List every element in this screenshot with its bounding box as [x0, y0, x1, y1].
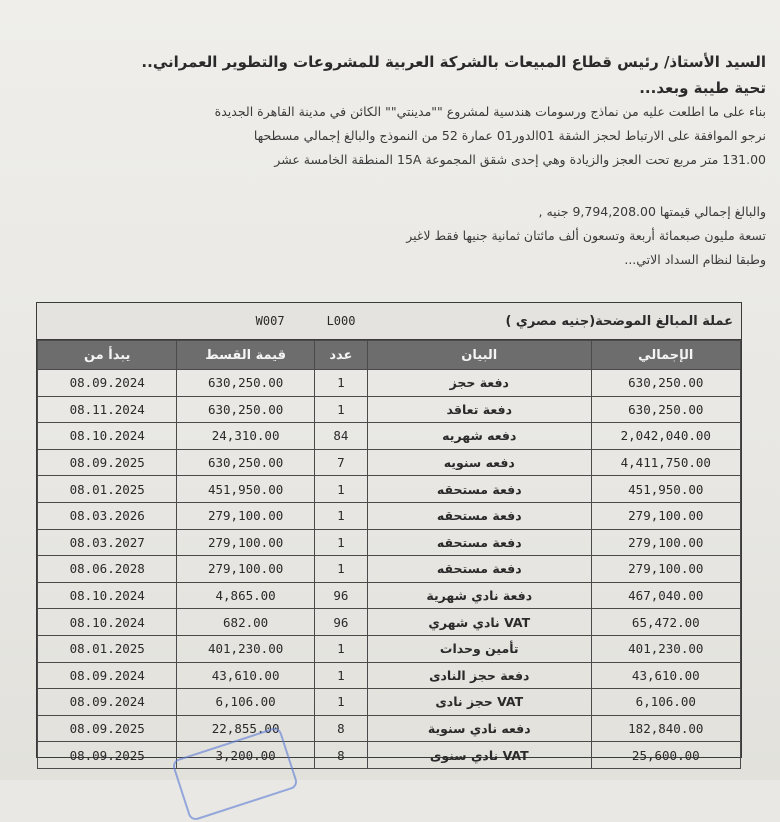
row-count: 1 [314, 502, 367, 529]
table-row [38, 609, 741, 636]
row-description: دفعه شهريه [367, 423, 591, 450]
row-description: VAT نادي شهري [367, 609, 591, 636]
row-start-date: 08.11.2024 [38, 396, 177, 423]
header-installment: قيمة القسط [177, 341, 314, 370]
row-total: 279,100.00 [591, 502, 740, 529]
row-start-date: 08.03.2026 [38, 502, 177, 529]
project-line: بناء على ما اطلعت عليه من نماذج ورسومات هندسية لمشروع ""مدينتي"" الكائن في مدينة القاهرة الجديدة [214, 104, 766, 119]
row-total: 467,040.00 [591, 582, 740, 609]
table-row [38, 502, 741, 529]
row-installment: 279,100.00 [177, 502, 314, 529]
row-description: دفعه سنويه [367, 449, 591, 476]
row-installment: 401,230.00 [177, 635, 314, 662]
row-description: دفعة مستحقه [367, 476, 591, 503]
table-row [38, 370, 741, 397]
schedule-grid [37, 340, 741, 769]
table-row [38, 556, 741, 583]
header-description: البيان [367, 341, 591, 370]
header-start: يبدأ من [38, 341, 177, 370]
row-total: 630,250.00 [591, 370, 740, 397]
row-description: دفعة نادي شهرية [367, 582, 591, 609]
table-row [38, 742, 741, 769]
row-installment: 630,250.00 [177, 396, 314, 423]
row-count: 8 [314, 715, 367, 742]
row-description: دفعة مستحقه [367, 502, 591, 529]
table-row [38, 396, 741, 423]
payment-intro: وطبقا لنظام السداد الاتي... [624, 252, 766, 267]
header-total: الإجمالي [591, 341, 740, 370]
row-count: 1 [314, 529, 367, 556]
row-start-date: 08.09.2025 [38, 449, 177, 476]
row-installment: 279,100.00 [177, 529, 314, 556]
amount-block [266, 200, 766, 272]
row-start-date: 08.10.2024 [38, 609, 177, 636]
letter-body [100, 50, 766, 172]
row-installment: 630,250.00 [177, 449, 314, 476]
row-description: VAT حجز نادى [367, 689, 591, 716]
area-line: 131.00 متر مربع تحت العجز والزيادة وهي إحدى شقق المجموعة 15A المنطقة الخامسة عشر [274, 152, 766, 167]
row-total: 25,600.00 [591, 742, 740, 769]
row-installment: 3,200.00 [177, 742, 314, 769]
row-installment: 279,100.00 [177, 556, 314, 583]
row-description: دفعه نادي سنوية [367, 715, 591, 742]
table-row [38, 582, 741, 609]
row-description: دفعة مستحقه [367, 529, 591, 556]
unit-codes [256, 314, 356, 328]
row-start-date: 08.01.2025 [38, 635, 177, 662]
row-description: دفعة مستحقه [367, 556, 591, 583]
row-installment: 24,310.00 [177, 423, 314, 450]
table-row [38, 423, 741, 450]
row-count: 1 [314, 476, 367, 503]
row-description: دفعة حجز النادى [367, 662, 591, 689]
row-count: 1 [314, 635, 367, 662]
unit-line: نرجو الموافقة على الارتباط لحجز الشقة 01الدور01 عمارة 52 من النموذج والبالغ إجمالي مسطحها [253, 128, 766, 143]
row-total: 401,230.00 [591, 635, 740, 662]
row-count: 96 [314, 609, 367, 636]
row-total: 43,610.00 [591, 662, 740, 689]
table-row [38, 529, 741, 556]
row-count: 1 [314, 556, 367, 583]
table-row [38, 449, 741, 476]
total-amount-line: والبالغ إجمالي قيمتها 9,794,208.00 جنيه , [538, 204, 766, 219]
row-total: 6,106.00 [591, 689, 740, 716]
row-count: 1 [314, 662, 367, 689]
row-total: 279,100.00 [591, 529, 740, 556]
row-start-date: 08.10.2024 [38, 582, 177, 609]
row-installment: 451,950.00 [177, 476, 314, 503]
table-row [38, 662, 741, 689]
header-count: عدد [314, 341, 367, 370]
row-installment: 630,250.00 [177, 370, 314, 397]
table-row [38, 715, 741, 742]
row-total: 65,472.00 [591, 609, 740, 636]
row-total: 182,840.00 [591, 715, 740, 742]
row-installment: 43,610.00 [177, 662, 314, 689]
row-description: تأمين وحدات [367, 635, 591, 662]
row-start-date: 08.09.2024 [38, 370, 177, 397]
row-count: 84 [314, 423, 367, 450]
row-count: 1 [314, 370, 367, 397]
row-count: 1 [314, 396, 367, 423]
table-row [38, 635, 741, 662]
row-installment: 682.00 [177, 609, 314, 636]
row-description: دفعة تعاقد [367, 396, 591, 423]
row-description: دفعة حجز [367, 370, 591, 397]
greeting-line: تحية طيبة وبعد... [639, 79, 766, 97]
payment-schedule-table [36, 302, 742, 763]
row-start-date: 08.09.2024 [38, 662, 177, 689]
row-installment: 22,855.00 [177, 715, 314, 742]
row-installment: 4,865.00 [177, 582, 314, 609]
row-total: 630,250.00 [591, 396, 740, 423]
row-start-date: 08.10.2024 [38, 423, 177, 450]
recipient-line: السيد الأستاذ/ رئيس قطاع المبيعات بالشركة العربية للمشروعات والتطوير العمراني.. [141, 53, 766, 71]
row-start-date: 08.09.2025 [38, 715, 177, 742]
code-w: W007 [255, 314, 285, 328]
row-start-date: 08.09.2024 [38, 689, 177, 716]
row-count: 96 [314, 582, 367, 609]
header-row [38, 341, 741, 370]
row-installment: 6,106.00 [177, 689, 314, 716]
row-total: 451,950.00 [591, 476, 740, 503]
row-count: 1 [314, 689, 367, 716]
row-total: 4,411,750.00 [591, 449, 740, 476]
row-start-date: 08.01.2025 [38, 476, 177, 503]
code-l: L000 [326, 314, 356, 328]
row-start-date: 08.09.2025 [38, 742, 177, 769]
row-description: VAT نادي سنوى [367, 742, 591, 769]
row-count: 7 [314, 449, 367, 476]
row-start-date: 08.03.2027 [38, 529, 177, 556]
row-start-date: 08.06.2028 [38, 556, 177, 583]
row-count: 8 [314, 742, 367, 769]
table-row [38, 689, 741, 716]
table-row [38, 476, 741, 503]
row-total: 2,042,040.00 [591, 423, 740, 450]
amount-in-words: تسعة مليون صبعمائة أربعة وتسعون ألف مائتان ثمانية جنيها فقط لاغير [406, 228, 766, 243]
currency-label: عملة المبالغ الموضحة(جنيه مصري ) [505, 313, 733, 329]
table-caption [37, 303, 741, 340]
row-total: 279,100.00 [591, 556, 740, 583]
